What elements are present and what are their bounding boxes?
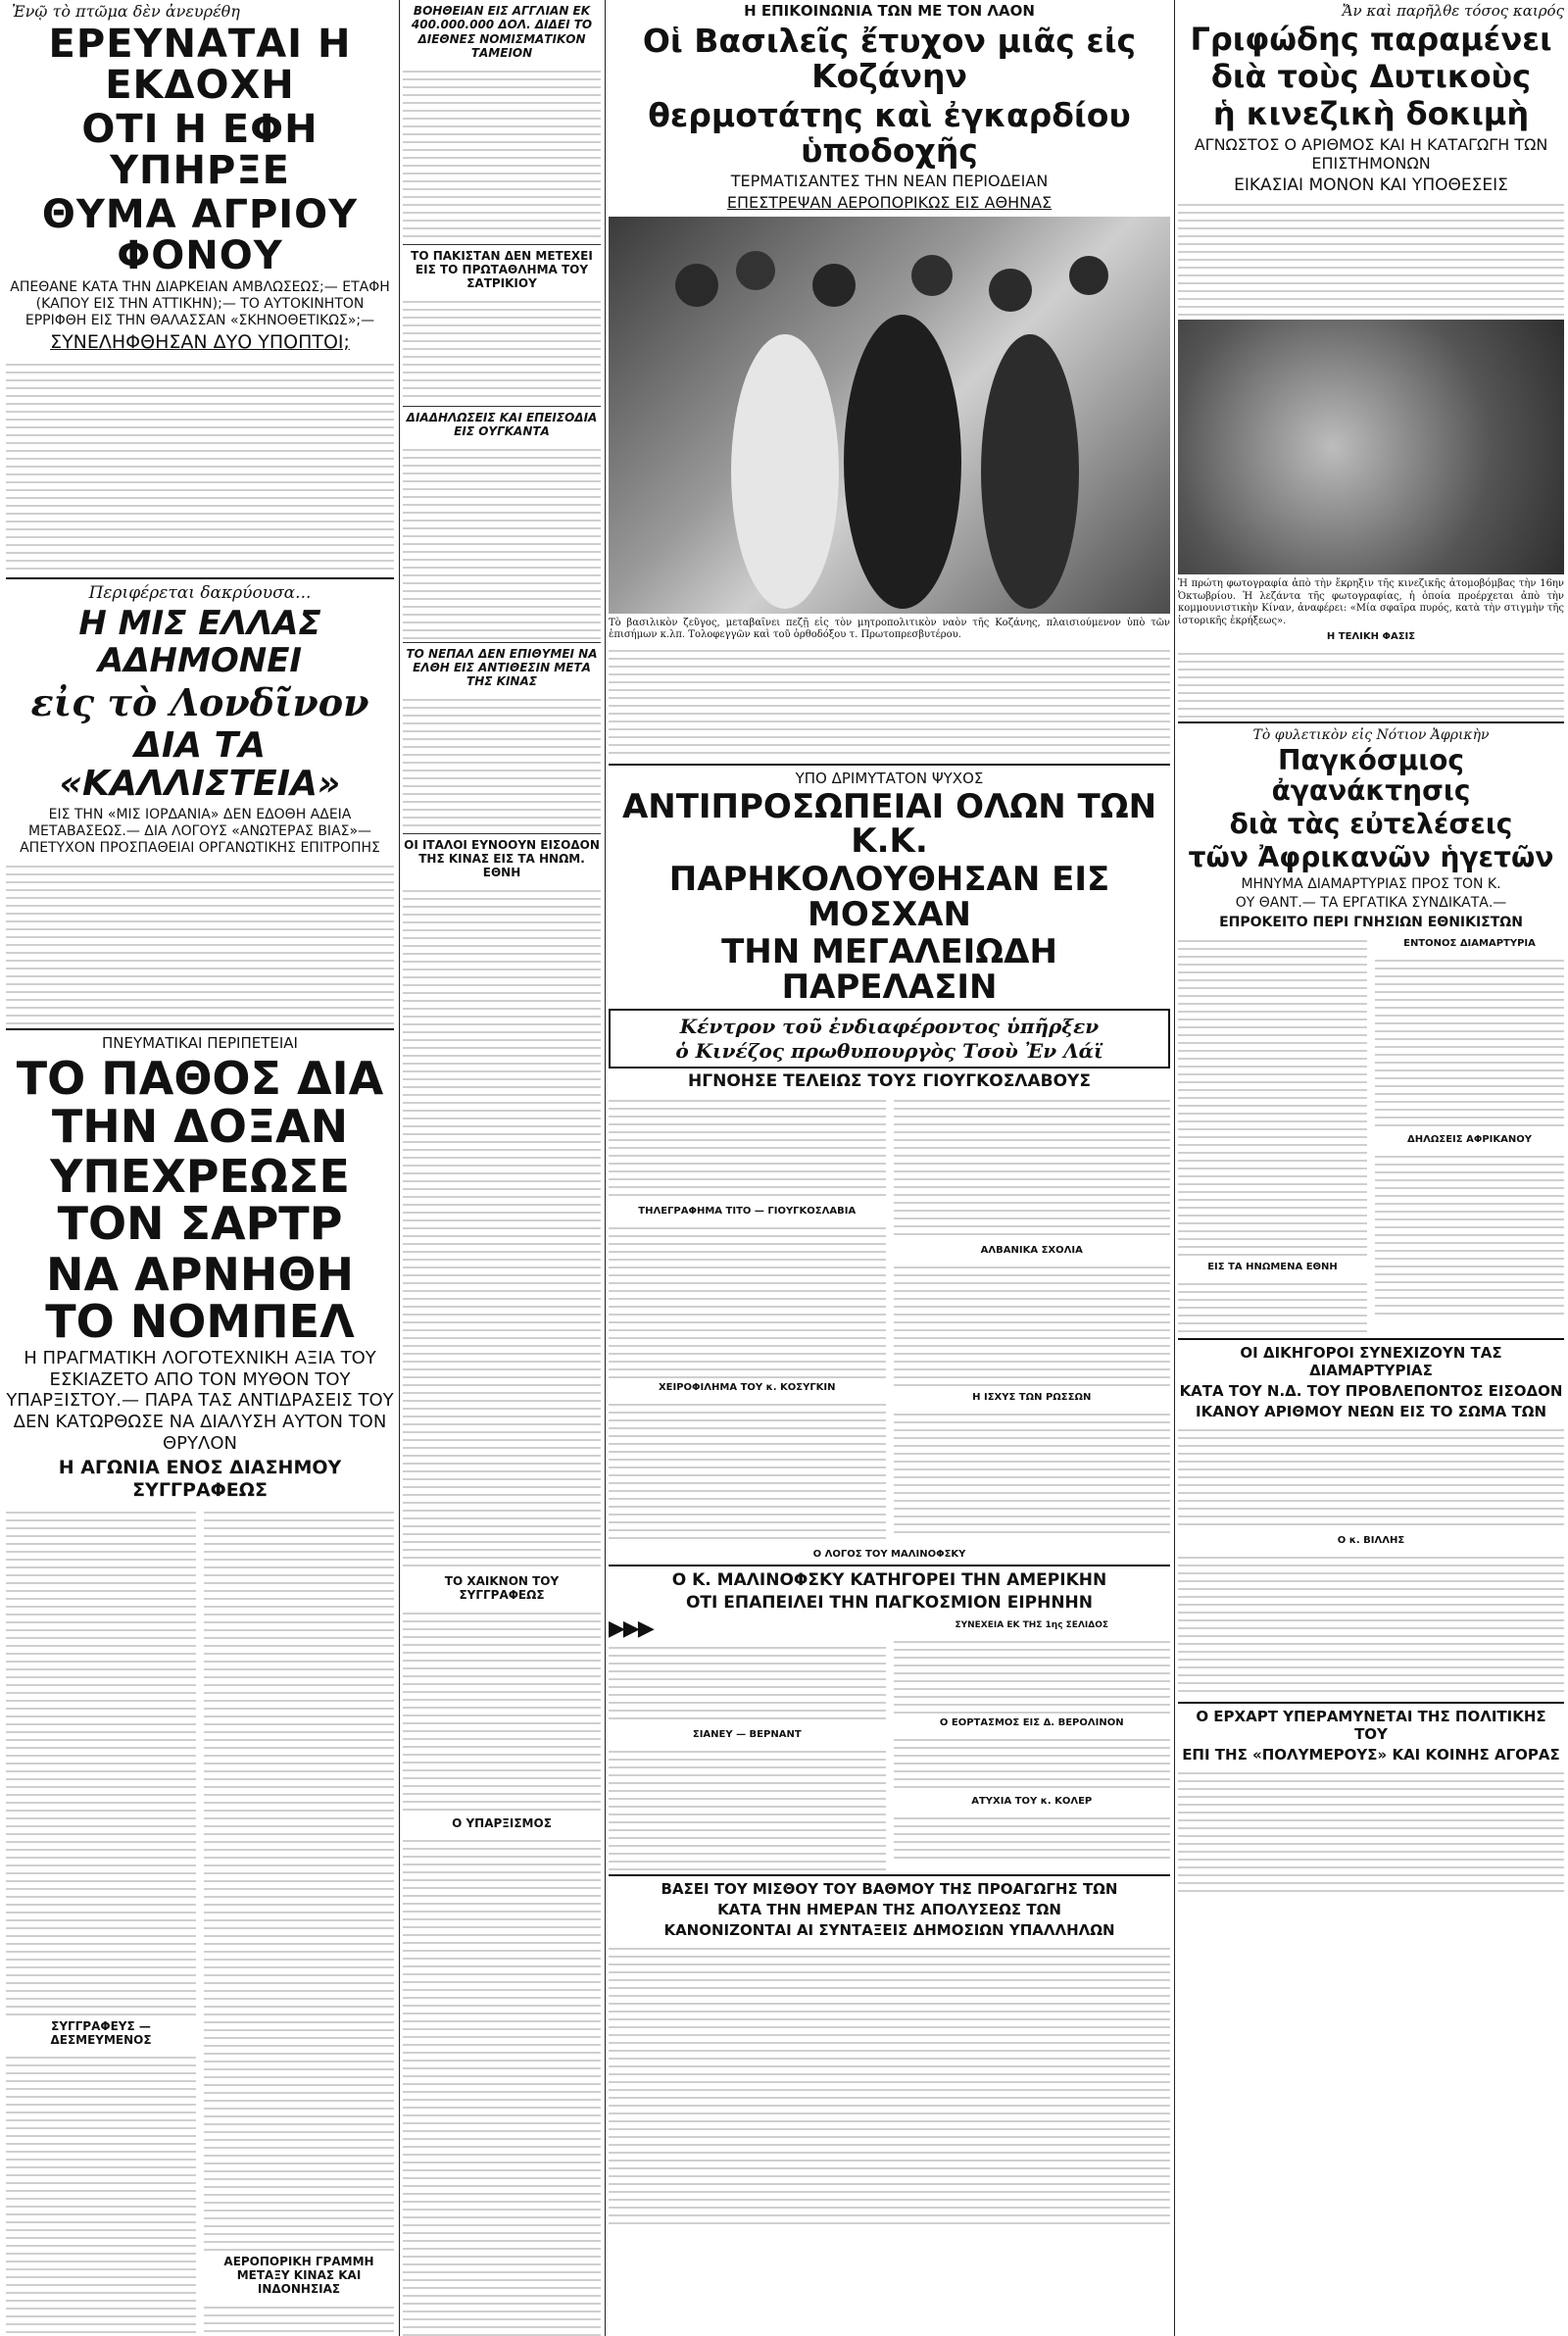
headline: Η ΜΙΣ ΕΛΛΑΣ ΑΔΗΜΟΝΕΙ [78, 604, 321, 680]
kicker: Τὸ φυλετικὸν εἰς Νότιον Ἀφρικὴν [1252, 727, 1490, 744]
headline: ἡ κινεζικὴ δοκιμὴ [1212, 95, 1530, 133]
subheadline: Η ΑΓΩΝΙΑ ΕΝΟΣ ΔΙΑΣΗΜΟΥ ΣΥΓΓΡΑΦΕΩΣ [58, 1457, 342, 1501]
section-title: Η ΕΠΙΚΟΙΝΩΝΙΑ ΤΩΝ ΜΕ ΤΟΝ ΛΑΟΝ [744, 2, 1035, 20]
kicker: ΥΠΟ ΔΡΙΜΥΤΑΤΟΝ ΨΥΧΟΣ [795, 769, 984, 787]
article-body [609, 1398, 886, 1545]
explosion-photo [1178, 320, 1564, 574]
headline: Γριφώδης παραμένει [1190, 21, 1552, 58]
article-body [403, 1834, 601, 2336]
subheadline: ΟΥ ΘΑΝΤ.— ΤΑ ΕΡΓΑΤΙΚΑ ΣΥΝΔΙΚΑΤΑ.— [1235, 895, 1507, 912]
article-body [1178, 934, 1367, 1258]
article-body [609, 1221, 886, 1378]
headline: ὁ Κινέζος πρωθυπουργὸς Τσοὺ Ἐν Λάϊ [675, 1038, 1103, 1063]
article-body [403, 693, 601, 830]
headline: Ο Κ. ΜΑΛΙΝΟΦΣΚΥ ΚΑΤΗΓΟΡΕΙ ΤΗΝ ΑΜΕΡΙΚΗΝ [671, 1570, 1107, 1591]
article-body [1178, 198, 1564, 316]
article-body [609, 1942, 1170, 2226]
column-rule [1174, 0, 1175, 2336]
section-heading: Ο ΥΠΑΡΞΙΣΜΟΣ [452, 1815, 552, 1830]
article-body [204, 1506, 394, 2251]
headline: ΚΑΝΟΝΙΖΟΝΤΑΙ ΑΙ ΣΥΝΤΑΞΕΙΣ ΔΗΜΟΣΙΩΝ ΥΠΑΛΛΗΛΩΝ [663, 1920, 1115, 1939]
article-body [1375, 954, 1564, 1130]
headline: ΟΤΙ ΕΠΑΠΕΙΛΕΙ ΤΗΝ ΠΑΓΚΟΣΜΙΟΝ ΕΙΡΗΝΗΝ [685, 1593, 1094, 1614]
kicker: Ἄν καὶ παρῆλθε τόσος καιρός [1342, 2, 1564, 20]
article-body [1178, 1423, 1564, 1531]
section-heading: ΤΟ ΧΑΙΚΝΟΝ ΤΟΥ ΣΥΓΓΡΑΦΕΩΣ [444, 1573, 560, 1603]
column-left [6, 0, 394, 2336]
headline: ΕΡΕΥΝΑΤΑΙ Η ΕΚΔΟΧΗ [48, 22, 352, 108]
article-body [1178, 1277, 1367, 1334]
subheadline: ΕΙΣ ΤΗΝ «ΜΙΣ ΙΟΡΔΑΝΙΑ» ΔΕΝ ΕΔΟΘΗ ΑΔΕΙΑ ΜΕΤΑΒΑΣΕΩΣ.— ΔΙΑ ΛΟΓΟΥΣ «ΑΝΩΤΕΡΑΣ ΒΙΑΣ»—ΑΠΕΤΥΧΟΝ ΠΡΟΣΠΑΘΕΙΑΙ ΟΡΓΑΝΩΤΙΚΗΣ ΕΠΙΤΡΟΠΗΣ [20, 806, 380, 856]
headline: ΘΥΜΑ ΑΓΡΙΟΥ ΦΟΝΟΥ [41, 192, 359, 278]
column-rule [605, 0, 606, 2336]
article-body [609, 1094, 886, 1202]
section-heading: Ο ΕΟΡΤΑΣΜΟΣ ΕΙΣ Δ. ΒΕΡΟΛΙΝΟΝ [939, 1716, 1124, 1728]
headline: ΝΑ ΑΡΝΗΘΗ ΤΟ ΝΟΜΠΕΛ [45, 1247, 355, 1348]
article-body [894, 1261, 1171, 1388]
section-heading: ΔΗΛΩΣΕΙΣ ΑΦΡΙΚΑΝΟΥ [1407, 1133, 1532, 1145]
section-heading: Ο κ. ΒΙΛΛΗΣ [1337, 1534, 1405, 1546]
section-heading: ΤΟ ΠΑΚΙΣΤΑΝ ΔΕΝ ΜΕΤΕΧΕΙ ΕΙΣ ΤΟ ΠΡΩΤΑΘΛΗΜΑ ΤΟΥ ΣΑΤΡΙΚΙΟΥ [411, 248, 593, 291]
article-body [6, 358, 394, 573]
subheadline: ΕΠΡΟΚΕΙΤΟ ΠΕΡΙ ΓΝΗΣΙΩΝ ΕΘΝΙΚΙΣΤΩΝ [1219, 915, 1523, 931]
headline: θερμοτάτης καὶ ἐγκαρδίου ὑποδοχῆς [648, 95, 1131, 170]
headline: διὰ τὰς εὐτελέσεις [1229, 807, 1513, 840]
section-heading: ΣΥΓΓΡΑΦΕΥΣ — ΔΕΣΜΕΥΜΕΝΟΣ [50, 2018, 152, 2048]
photo-caption: Τὸ βασιλικὸν ζεῦγος, μεταβαῖνει πεζῇ εἰς τὸν μητροπολιτικὸν ναὸν τῆς Κοζάνης, πλαισιούμενον ὑπὸ τῶν ἐπισήμων κ.λπ. Τολοφεγγῶν καὶ τοῦ ὀρθοδόξου τ. Πρωτοπρεσβυτέρου. [609, 617, 1170, 641]
article-body [1178, 647, 1564, 718]
article-body [609, 644, 1170, 760]
subheadline: ΜΗΝΥΜΑ ΔΙΑΜΑΡΤΥΡΙΑΣ ΠΡΟΣ ΤΟΝ Κ. [1241, 875, 1501, 892]
divider [6, 577, 394, 579]
column-center [609, 0, 1170, 2336]
article-body [204, 2301, 394, 2336]
photo-caption: Ἡ πρώτη φωτογραφία ἀπὸ τὴν ἔκρηξιν τῆς κινεζικῆς ἀτομοβόμβας τὴν 16ην Ὀκτωβρίου. Ἡ λεζάντα τῆς φωτογραφίας, ἡ ὁποία προέρχεται ἀπὸ τὴν κομμουνιστικὴν Κίναν, ἀναφέρει: «Μία σφαῖρα πυρός, κατὰ τὴν στιγμὴν τῆς ἱστορικῆς ἐκρήξεως». [1178, 578, 1564, 626]
column-rule [399, 0, 400, 2336]
subheadline: ΑΓΝΩΣΤΟΣ Ο ΑΡΙΘΜΟΣ ΚΑΙ Η ΚΑΤΑΓΩΓΗ ΤΩΝ ΕΠΙΣΤΗΜΟΝΩΝ [1194, 134, 1548, 173]
headline: Οἱ Βασιλεῖς ἔτυχον μιᾶς εἰς Κοζάνην [642, 22, 1137, 96]
article-body [403, 443, 601, 639]
section-heading: ΣΥΝΕΧΕΙΑ ΕΚ ΤΗΣ 1ης ΣΕΛΙΔΟΣ [955, 1619, 1109, 1630]
headline: ΙΚΑΝΟΥ ΑΡΙΘΜΟΥ ΝΕΩΝ ΕΙΣ ΤΟ ΣΩΜΑ ΤΩΝ [1195, 1402, 1547, 1420]
section-heading: ΒΟΗΘΕΙΑΝ ΕΙΣ ΑΓΓΛΙΑΝ ΕΚ 400.000.000 ΔΟΛ. ΔΙΔΕΙ ΤΟ ΔΙΕΘΝΕΣ ΝΟΜΙΣΜΑΤΙΚΟΝ ΤΑΜΕΙΟΝ [411, 4, 593, 61]
headline: ΚΑΤΑ ΤΟΥ Ν.Δ. ΤΟΥ ΠΡΟΒΛΕΠΟΝΤΟΣ ΕΙΣΟΔΟΝ [1179, 1381, 1563, 1400]
section-heading: ΣΙΑΝΕΥ — ΒΕΡΝΑΝΤ [692, 1728, 802, 1740]
article-body [894, 1094, 1171, 1241]
royal-couple-photo [609, 217, 1170, 614]
kicker: Ἐνῷ τὸ πτῶμα δὲν ἀνευρέθη [12, 2, 240, 21]
arrow-icon: ▶▶▶ [609, 1615, 653, 1641]
section-heading: Η ΤΕΛΙΚΗ ΦΑΣΙΣ [1326, 631, 1416, 643]
headline: Παγκόσμιος ἀγανάκτησις [1271, 744, 1471, 808]
article-body [6, 1506, 196, 2015]
article-body [1178, 1551, 1564, 1698]
headline: τῶν Ἀφρικανῶν ἡγετῶν [1188, 840, 1554, 873]
article-body [894, 1733, 1171, 1792]
article-body [609, 1745, 886, 1870]
article-body [6, 2051, 196, 2336]
kicker: ΠΝΕΥΜΑΤΙΚΑΙ ΠΕΡΙΠΕΤΕΙΑΙ [102, 1034, 298, 1053]
section-heading: ΑΛΒΑΝΙΚΑ ΣΧΟΛΙΑ [980, 1245, 1083, 1257]
article-body [403, 295, 601, 403]
article-body [403, 1607, 601, 1813]
headline: ΠΑΡΗΚΟΛΟΥΘΗΣΑΝ ΕΙΣ ΜΟΣΧΑΝ [668, 859, 1110, 934]
crowd-figures [609, 217, 1170, 614]
headline: ΟΙ ΔΙΚΗΓΟΡΟΙ ΣΥΝΕΧΙΖΟΥΝ ΤΑΣ ΔΙΑΜΑΡΤΥΡΙΑΣ [1240, 1343, 1502, 1379]
headline: εἰς τὸ Λονδῖνον [30, 679, 369, 724]
article-body [403, 884, 601, 1570]
section-heading: ΤΟ ΝΕΠΑΛ ΔΕΝ ΕΠΙΘΥΜΕΙ ΝΑ ΕΛΘΗ ΕΙΣ ΑΝΤΙΘΕΣΙΝ ΜΕΤΑ ΤΗΣ ΚΙΝΑΣ [406, 646, 598, 689]
headline: ΚΑΤΑ ΤΗΝ ΗΜΕΡΑΝ ΤΗΣ ΑΠΟΛΥΣΕΩΣ ΤΩΝ [717, 1900, 1061, 1918]
article-body [894, 1635, 1171, 1714]
section-heading: ΑΕΡΟΠΟΡΙΚΗ ΓΡΑΜΜΗ ΜΕΤΑΞΥ ΚΙΝΑΣ ΚΑΙ ΙΝΔΟΝΗΣΙΑΣ [223, 2254, 374, 2297]
article-body [894, 1812, 1171, 1863]
subheadline: Η ΠΡΑΓΜΑΤΙΚΗ ΛΟΓΟΤΕΧΝΙΚΗ ΑΞΙΑ ΤΟΥ ΕΣΚΙΑΖΕΤΟ ΑΠΟ ΤΟΝ ΜΥΘΟΝ ΤΟΥ ΥΠΑΡΞΙΣΤΟΥ.— ΠΑΡΑ ΤΑΣ ΑΝΤΙΔΡΑΣΕΙΣ ΤΟΥ ΔΕΝ ΚΑΤΩΡΘΩΣΕ ΝΑ ΔΙΑΛΥΣΗ ΑΥΤΟΝ ΤΟΝ ΘΡΥΛΟΝ [6, 1348, 394, 1454]
headline: ΥΠΕΧΡΕΩΣΕ ΤΟΝ ΣΑΡΤΡ [50, 1149, 350, 1251]
headline: ΕΠΙ ΤΗΣ «ΠΟΛΥΜΕΡΟΥΣ» ΚΑΙ ΚΟΙΝΗΣ ΑΓΟΡΑΣ [1182, 1745, 1560, 1764]
headline: ΑΝΤΙΠΡΟΣΩΠΕΙΑΙ ΟΛΩΝ ΤΩΝ Κ.Κ. [621, 786, 1157, 862]
headline: ΒΑΣΕΙ ΤΟΥ ΜΙΣΘΟΥ ΤΟΥ ΒΑΘΜΟΥ ΤΗΣ ΠΡΟΑΓΩΓΗΣ ΤΩΝ [661, 1879, 1118, 1898]
subheadline: ΤΕΡΜΑΤΙΣΑΝΤΕΣ ΤΗΝ ΝΕΑΝ ΠΕΡΙΟΔΕΙΑΝ [730, 172, 1049, 191]
kicker: Περιφέρεται δακρύουσα... [88, 583, 312, 604]
headline: ΤΗΝ ΜΕΓΑΛΕΙΩΔΗ ΠΑΡΕΛΑΣΙΝ [721, 932, 1057, 1007]
section-heading: ΟΙ ΙΤΑΛΟΙ ΕΥΝΟΟΥΝ ΕΙΣΟΔΟΝ ΤΗΣ ΚΙΝΑΣ ΕΙΣ ΤΑ ΗΝΩΜ. ΕΘΝΗ [404, 837, 600, 880]
section-heading: ΤΗΛΕΓΡΑΦΗΜΑ ΤΙΤΟ — ΓΙΟΥΓΚΟΣΛΑΒΙΑ [638, 1206, 857, 1218]
headline: Ο ΕΡΧΑΡΤ ΥΠΕΡΑΜΥΝΕΤΑΙ ΤΗΣ ΠΟΛΙΤΙΚΗΣ ΤΟΥ [1196, 1707, 1546, 1743]
subheadline: ΕΙΚΑΣΙΑΙ ΜΟΝΟΝ ΚΑΙ ΥΠΟΘΕΣΕΙΣ [1234, 174, 1508, 195]
section-heading: ΑΤΥΧΙΑ ΤΟΥ κ. ΚΟΛΕΡ [971, 1795, 1093, 1807]
subheadline: ΑΠΕΘΑΝΕ ΚΑΤΑ ΤΗΝ ΔΙΑΡΚΕΙΑΝ ΑΜΒΛΩΣΕΩΣ;— ΕΤΑΦΗ (ΚΑΠΟΥ ΕΙΣ ΤΗΝ ΑΤΤΙΚΗΝ);— ΤΟ ΑΥΤΟΚΙΝΗΤΟΝ ΕΡΡΙΦΘΗ ΕΙΣ ΤΗΝ ΘΑΛΑΣΣΑΝ «ΣΚΗΝΟΘΕΤΙΚΩΣ»;— [10, 279, 390, 328]
section-heading: ΕΙΣ ΤΑ ΗΝΩΜΕΝΑ ΕΘΝΗ [1207, 1261, 1338, 1272]
section-heading: ΕΝΤΟΝΟΣ ΔΙΑΜΑΡΤΥΡΙΑ [1403, 937, 1536, 949]
section-heading: Ο ΛΟΓΟΣ ΤΟΥ ΜΑΛΙΝΟΦΣΚΥ [812, 1549, 966, 1561]
article-body [609, 1641, 886, 1725]
subheadline: ΣΥΝΕΛΗΦΘΗΣΑΝ ΔΥΟ ΥΠΟΠΤΟΙ; [50, 331, 350, 354]
headline: ΟΤΙ Η ΕΦΗ ΥΠΗΡΞΕ [81, 107, 318, 193]
article-body [403, 65, 601, 241]
subheadline: ΗΓΝΟΗΣΕ ΤΕΛΕΙΩΣ ΤΟΥΣ ΓΙΟΥΓΚΟΣΛΑΒΟΥΣ [688, 1070, 1091, 1091]
headline: ΤΟ ΠΑΘΟΣ ΔΙΑ ΤΗΝ ΔΟΞΑΝ [16, 1052, 384, 1153]
section-heading: ΔΙΑΔΗΛΩΣΕΙΣ ΚΑΙ ΕΠΕΙΣΟΔΙΑ ΕΙΣ ΟΥΓΚΑΝΤΑ [406, 410, 598, 439]
article-body [894, 1408, 1171, 1535]
article-body [6, 860, 394, 1024]
column-right [1178, 0, 1564, 2336]
headline: Κέντρον τοῦ ἐνδιαφέροντος ὑπῆρξεν [679, 1014, 1100, 1038]
section-heading: Η ΙΣΧΥΣ ΤΩΝ ΡΩΣΣΩΝ [972, 1392, 1092, 1404]
subheadline: ΕΠΕΣΤΡΕΨΑΝ ΑΕΡΟΠΟΡΙΚΩΣ ΕΙΣ ΑΘΗΝΑΣ [726, 193, 1053, 213]
headline: διὰ τοὺς Δυτικοὺς [1210, 58, 1532, 96]
article-body [1375, 1150, 1564, 1317]
section-heading: ΧΕΙΡΟΦΙΛΗΜΑ ΤΟΥ κ. ΚΟΣΥΓΚΙΝ [658, 1382, 836, 1394]
column-narrow [403, 0, 601, 2336]
divider [6, 1028, 394, 1030]
article-body [1178, 1766, 1564, 1894]
headline: ΔΙΑ ΤΑ «ΚΑΛΛΙΣΤΕΙΑ» [59, 724, 341, 805]
